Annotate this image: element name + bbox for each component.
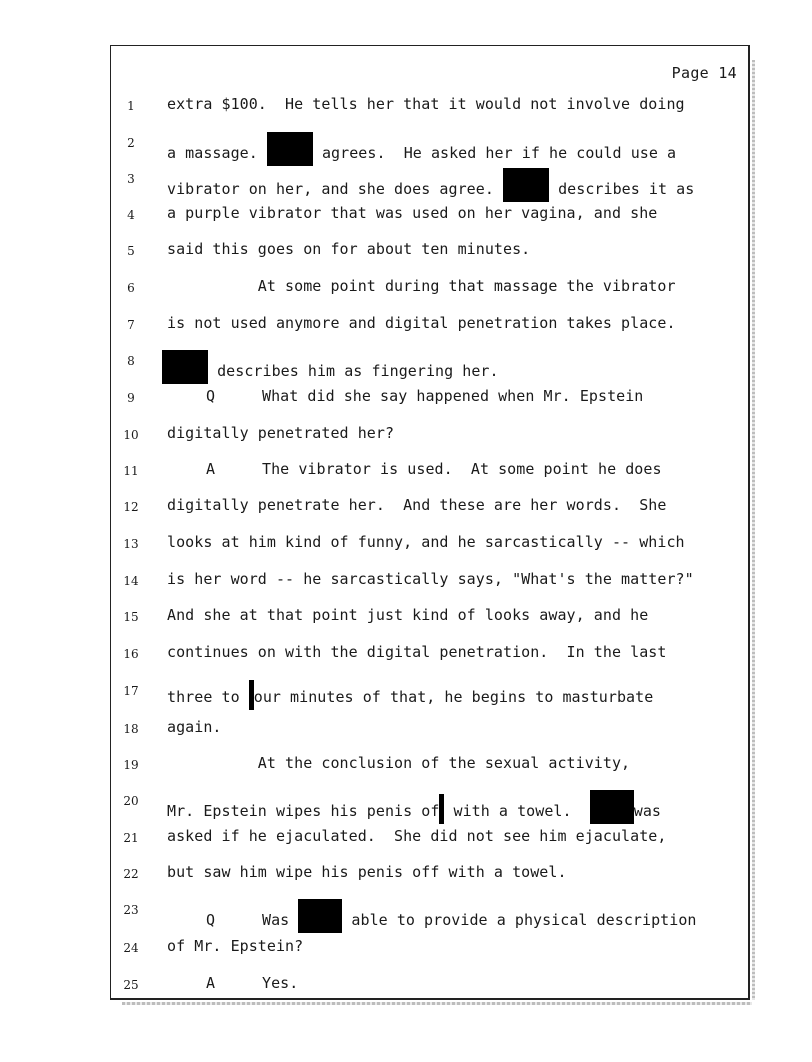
transcript-line — [0, 240, 812, 262]
transcript-line — [0, 606, 812, 628]
transcript-line — [0, 314, 812, 336]
line-text: is not used anymore and digital penetration takes place. — [167, 314, 676, 332]
line-text: looks at him kind of funny, and he sarcastically -- which — [167, 533, 685, 551]
line-text — [167, 132, 676, 166]
line-segment: with a towel. — [444, 802, 590, 820]
answer-marker: A — [206, 974, 216, 992]
line-segment: three to — [167, 688, 249, 706]
transcript-line — [0, 132, 812, 162]
line-number: 1 — [127, 99, 135, 113]
transcript-line — [0, 570, 812, 592]
line-number: 20 — [123, 794, 139, 808]
line-text — [206, 974, 298, 992]
line-text: extra $100. He tells her that it would not involve doing — [167, 95, 685, 113]
transcript-line — [0, 680, 812, 706]
line-text — [206, 899, 696, 933]
page-number: Page 14 — [671, 64, 737, 82]
line-number: 17 — [123, 684, 139, 698]
scan-edge-right — [752, 60, 755, 1000]
line-text: digitally penetrate her. And these are her words. She — [167, 496, 667, 514]
transcript-line — [0, 790, 812, 820]
line-segment: agrees. He asked her if he could use a — [312, 144, 677, 162]
line-number: 14 — [123, 574, 139, 588]
transcript-line — [0, 460, 812, 482]
redaction-box — [267, 132, 313, 166]
line-segment: vibrator on her, and she does agree. — [167, 180, 503, 198]
line-text: is her word -- he sarcastically says, "What's the matter?" — [167, 570, 694, 588]
line-number: 7 — [127, 318, 135, 332]
line-text: continues on with the digital penetration. In the last — [167, 643, 667, 661]
line-number: 9 — [127, 391, 135, 405]
line-text — [206, 387, 643, 405]
line-number: 13 — [123, 537, 139, 551]
transcript-line — [0, 643, 812, 665]
redaction-box — [503, 168, 549, 202]
transcript-line — [0, 974, 812, 996]
redaction-box — [298, 899, 342, 933]
line-number: 23 — [123, 903, 139, 917]
line-number: 19 — [123, 758, 139, 772]
line-text: And she at that point just kind of looks away, and he — [167, 606, 649, 624]
line-text — [167, 680, 653, 710]
transcript-line — [0, 424, 812, 446]
line-segment: able to provide a physical description — [342, 911, 697, 929]
line-number: 18 — [123, 722, 139, 736]
line-number: 21 — [123, 831, 139, 845]
transcript-line — [0, 937, 812, 959]
line-number: 4 — [127, 208, 135, 222]
redaction-box — [590, 790, 634, 824]
line-number: 11 — [123, 464, 139, 478]
line-segment: Was — [262, 911, 299, 929]
line-text — [167, 168, 694, 202]
line-segment: describes him as fingering her. — [208, 362, 499, 380]
transcript-line — [0, 718, 812, 740]
question-marker: Q — [206, 387, 216, 405]
line-number: 16 — [123, 647, 139, 661]
line-text: a purple vibrator that was used on her vagina, and she — [167, 204, 658, 222]
line-text: At the conclusion of the sexual activity, — [167, 754, 631, 772]
line-text: but saw him wipe his penis off with a towel. — [167, 863, 567, 881]
transcript-line — [0, 533, 812, 555]
line-number: 24 — [123, 941, 139, 955]
line-number: 2 — [127, 136, 135, 150]
redaction-box — [162, 350, 208, 384]
line-number: 3 — [127, 172, 135, 186]
transcript-line — [0, 827, 812, 849]
line-number: 22 — [123, 867, 139, 881]
line-number: 8 — [127, 354, 135, 368]
line-number: 10 — [123, 428, 139, 442]
line-text: digitally penetrated her? — [167, 424, 395, 442]
transcript-line — [0, 387, 812, 409]
line-text — [167, 790, 661, 824]
answer-marker: A — [206, 460, 216, 478]
line-number: 5 — [127, 244, 135, 258]
transcript-line — [0, 95, 812, 117]
scan-edge-bottom — [122, 1002, 752, 1005]
line-segment: was — [633, 802, 661, 820]
line-segment: describes it as — [549, 180, 695, 198]
transcript-line — [0, 277, 812, 299]
line-segment: Mr. Epstein wipes his penis of — [167, 802, 440, 820]
line-segment: a massage. — [167, 144, 267, 162]
line-text: At some point during that massage the vibrator — [167, 277, 676, 295]
transcript-line — [0, 754, 812, 776]
line-text: said this goes on for about ten minutes. — [167, 240, 531, 258]
line-number: 6 — [127, 281, 135, 295]
line-segment: What did she say happened when Mr. Epstein — [262, 387, 644, 405]
transcript-line — [0, 863, 812, 885]
transcript-line — [0, 350, 812, 380]
question-marker: Q — [206, 911, 216, 929]
line-number: 15 — [123, 610, 139, 624]
line-text — [162, 350, 499, 384]
line-text: again. — [167, 718, 222, 736]
line-segment: Yes. — [262, 974, 299, 992]
line-number: 25 — [123, 978, 139, 992]
transcript-line — [0, 204, 812, 226]
transcript-line — [0, 168, 812, 198]
transcript-line — [0, 496, 812, 518]
line-text — [206, 460, 662, 478]
line-text: of Mr. Epstein? — [167, 937, 304, 955]
transcript-line — [0, 899, 812, 929]
line-segment: our minutes of that, he begins to masturbate — [253, 688, 654, 706]
line-number: 12 — [123, 500, 139, 514]
line-segment: The vibrator is used. At some point he does — [262, 460, 662, 478]
line-text: asked if he ejaculated. She did not see him ejaculate, — [167, 827, 667, 845]
